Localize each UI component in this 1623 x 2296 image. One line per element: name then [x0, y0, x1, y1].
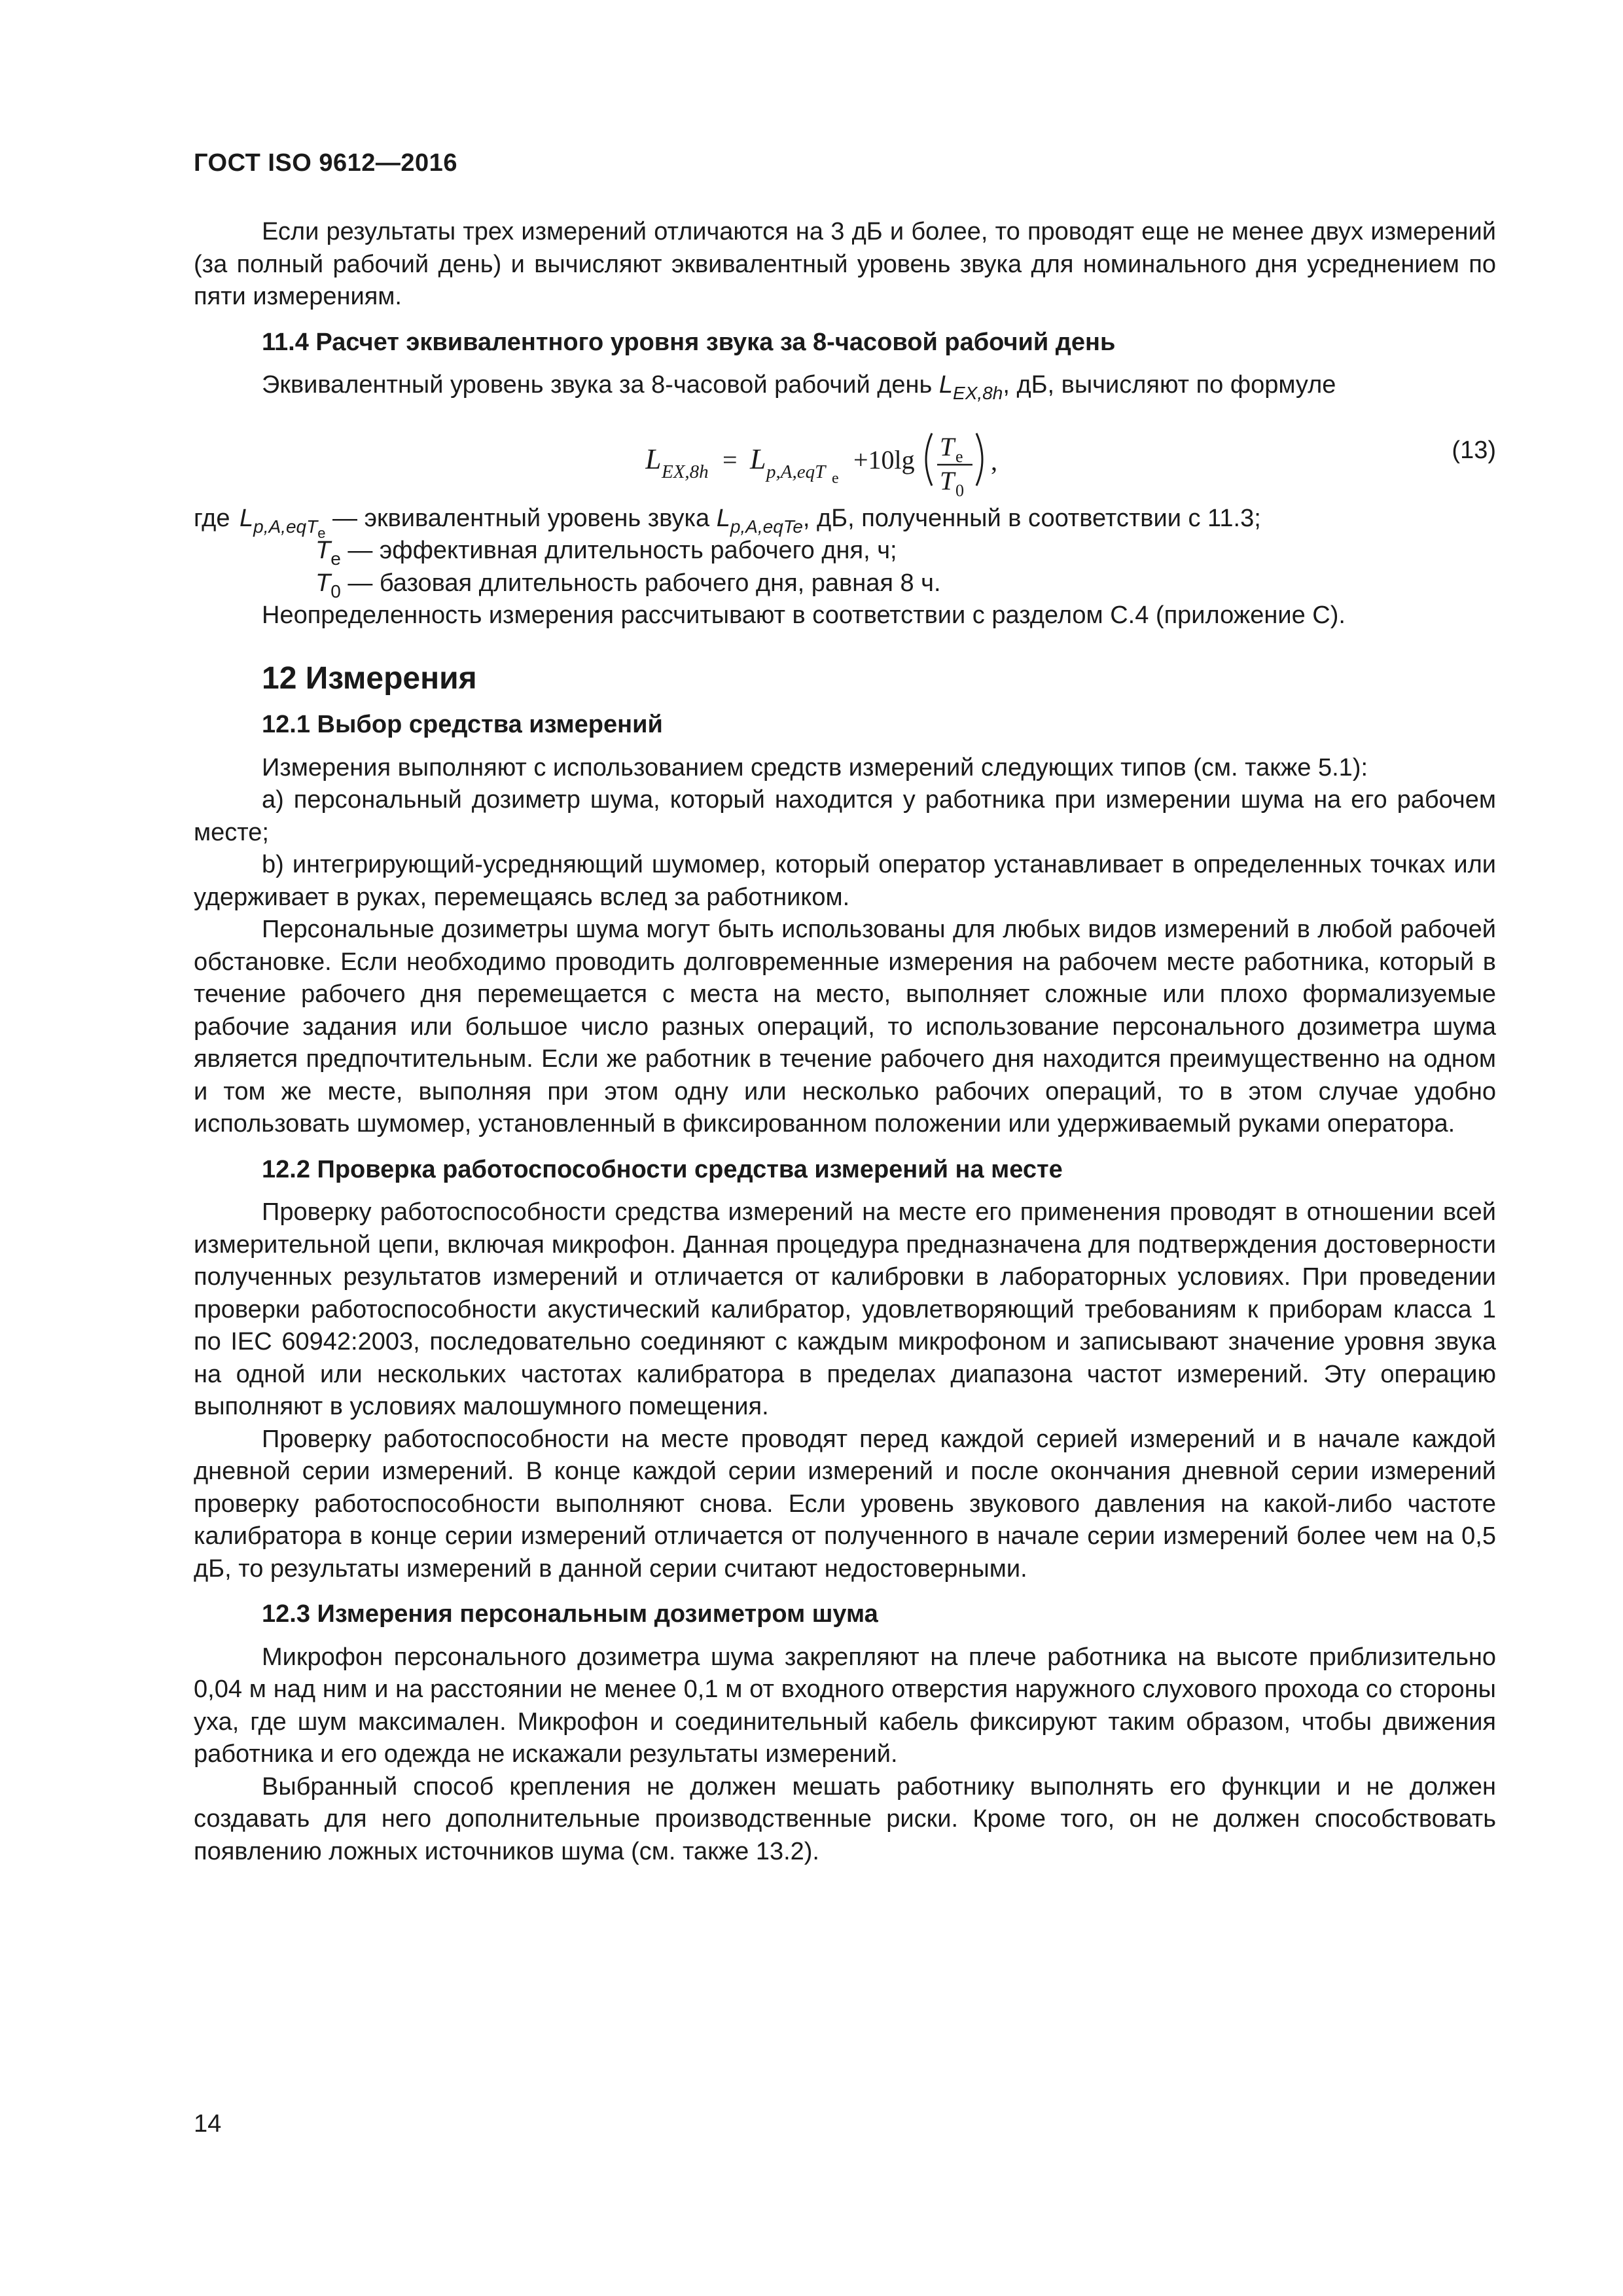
equation-formula [645, 418, 1051, 503]
equation-number: (13) [1452, 436, 1496, 464]
section-12-3-heading: 12.3 Измерения персональным дозиметром шума [262, 1600, 878, 1628]
where-line-1: где $L_{p,A,eqTe}$ — эквивалентный уровень звука $L_{p,A,eqTe}$, дБ, полученный в соответствии с 11.3; [194, 503, 1496, 535]
svg-text:=: = [722, 444, 738, 475]
section-12-1-heading: 12.1 Выбор средства измерений [262, 711, 663, 738]
section-12-1-item-b: b) интегрирующий-усредняющий шумомер, который оператор устанавливает в определенных точках или удерживает в руках, перемещаясь вслед за работником. [194, 851, 1496, 911]
svg-text:+10lg: +10lg [853, 444, 915, 475]
section-12-3-paragraph-1: Микрофон персонального дозиметра шума закрепляют на плече работника на высоте приблизительно 0,04 м над ним и на расстоянии не менее 0,1 м от входного отверстия наружного слухового прохода со стороны уха, где шум максимален. Микрофон и соединительный кабель фиксируют таким образом, чтобы движения работника и его одежда не искажали результаты измерений. [194, 1643, 1496, 1768]
section-12-1-item-a: a) персональный дозиметр шума, который находится у работника при измерении шума на его рабочем месте; [194, 786, 1496, 846]
section-12-2-paragraph-1: Проверку работоспособности средства измерений на месте его применения проводят в отношении всей измерительной цепи, включая микрофон. Данная процедура предназначена для подтверждения достоверности полученных результатов измерений и отличается от калибровки в лабораторных условиях. При проведении проверки работоспособности акустический калибратор, удовлетворяющий требованиям к приборам класса 1 по IEC 60942:2003, последовательно соединяют с каждым микрофоном и записывают значение уровня звука на одной или нескольких частотах калибратора в пределах диапазона частот измерений. Эту операцию выполняют в условиях малошумного помещения. [194, 1198, 1496, 1420]
section-12-heading: 12 Измерения [262, 660, 477, 696]
where-label: где [194, 504, 230, 532]
svg-text:e: e [955, 446, 963, 466]
section-11-4-heading: 11.4 Расчет эквивалентного уровня звука за 8-часовой рабочий день [262, 328, 1116, 356]
formula-lead: Эквивалентный уровень звука за 8-часовой рабочий день $L_{EX,8h}$, дБ, вычисляют по формуле [262, 371, 1336, 403]
section-12-2-paragraph-2: Проверку работоспособности на месте проводят перед каждой серией измерений и в начале каждой дневной серии измерений. В конце каждой серии измерений и после окончания дневной серии измерений проверку работоспособности выполняют снова. Если уровень звукового давления на какой-либо частоте калибратора в конце серии измерений отличается от полученного в начале серии измерений более чем на 0,5 дБ, то результаты измерений в данной серии считают недостоверными. [194, 1425, 1496, 1583]
svg-text:0: 0 [955, 480, 964, 500]
document-header: ГОСТ ISO 9612—2016 [194, 149, 457, 177]
where-line-3: $T_0$ — базовая длительность рабочего дня, равная 8 ч. [315, 569, 941, 601]
svg-text:EX,8h: EX,8h [662, 461, 709, 482]
equation-13 [194, 406, 1496, 500]
svg-text:T: T [940, 465, 955, 495]
section-12-2-heading: 12.2 Проверка работоспособности средства измерений на месте [262, 1155, 1063, 1183]
section-12-1-paragraph-1: Измерения выполняют с использованием средств измерений следующих типов (см. также 5.1): [262, 753, 1368, 781]
svg-text:L: L [750, 442, 766, 475]
section-12-1-paragraph-2: Персональные дозиметры шума могут быть использованы для любых видов измерений в любой рабочей обстановке. Если необходимо проводить долговременные измерения на рабочем месте работника, который в течение рабочего дня перемещается с места на место, выполняет сложные или плохо формализуемые рабочие задания или большое число разных операций, то использование персонального дозиметра шума является предпочтительным. Если же работник в течение рабочего дня находится преимущественно на одном и том же месте, выполняя при этом одну или несколько рабочих операций, то в этом случае удобно использовать шумомер, установленный в фиксированном положении или удерживаемый руками оператора. [194, 916, 1496, 1138]
document-body [194, 216, 1496, 1868]
section-12-3-paragraph-2: Выбранный способ крепления не должен мешать работнику выполнять его функции и не должен создавать для него дополнительные производственные риски. Кроме того, он не должен способствовать появлению ложных источников шума (см. также 13.2). [194, 1772, 1496, 1865]
uncertainty-paragraph: Неопределенность измерения рассчитывают в соответствии с разделом С.4 (приложение С). [262, 601, 1346, 629]
svg-text:p,A,eqT: p,A,eqT [766, 461, 826, 482]
svg-text:T: T [940, 431, 955, 461]
svg-text:,: , [991, 446, 997, 476]
svg-text:L: L [645, 442, 662, 475]
intro-paragraph: Если результаты трех измерений отличаются на 3 дБ и более, то проводят еще не менее двух измерений (за полный рабочий день) и вычисляют эквивалентный уровень звука для номинального дня усреднением по пяти измерениям. [194, 218, 1496, 310]
where-line-2: $T_e$ — эффективная длительность рабочего дня, ч; [315, 537, 897, 569]
svg-text:e: e [832, 469, 839, 487]
page-number: 14 [194, 2110, 222, 2138]
formula-graphic [645, 418, 1051, 503]
